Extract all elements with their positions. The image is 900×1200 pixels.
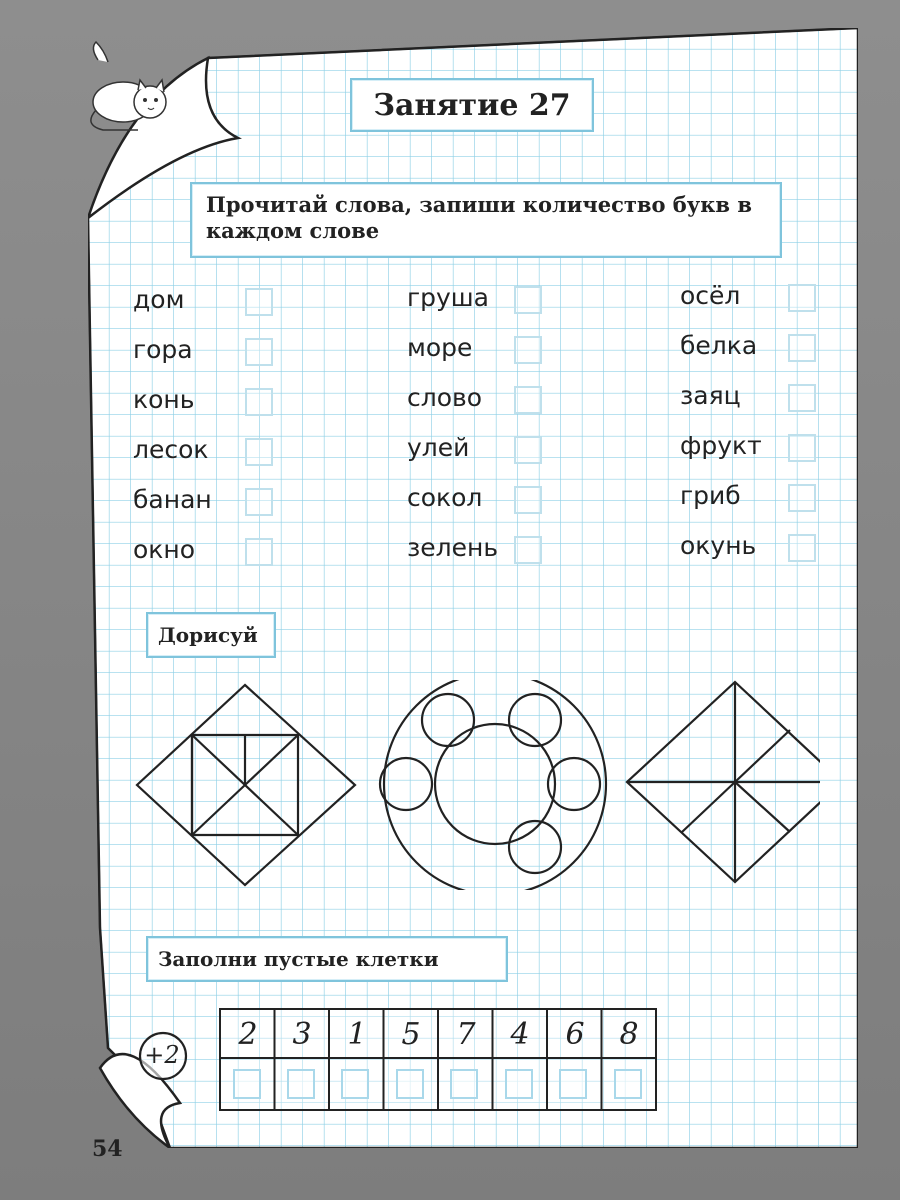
answer-cell[interactable] [514,486,542,514]
word: сокол [407,483,483,512]
figures [130,680,820,890]
table-number: 5 [401,1016,421,1052]
answer-cell[interactable] [514,536,542,564]
word: заяц [680,381,741,410]
answer-cell[interactable] [245,488,273,516]
word: гриб [680,481,741,510]
word: зелень [407,533,499,562]
answer-cell[interactable] [514,286,542,314]
answer-cell[interactable] [245,438,273,466]
answer-cell[interactable] [514,336,542,364]
answer-cell[interactable] [788,434,816,462]
operation-label: +2 [144,1041,180,1069]
table-number: 2 [238,1016,258,1052]
table-number: 1 [347,1016,367,1052]
word: море [407,333,473,362]
table-number: 7 [456,1016,476,1052]
word: улей [407,433,470,462]
lesson-title: Занятие 27 [350,78,594,132]
word: окунь [680,531,757,560]
word: лесок [133,435,209,464]
answer-cell[interactable] [788,334,816,362]
answer-cell[interactable] [788,384,816,412]
table-number: 6 [565,1016,585,1052]
word: слово [407,383,483,412]
section-label-draw: Дорисуй [146,612,276,658]
section-label-fill: Заполни пустые клетки [146,936,508,982]
word: груша [407,283,489,312]
answer-cell[interactable] [245,538,273,566]
word: окно [133,535,196,564]
answer-cell[interactable] [245,388,273,416]
figure-diamond-divided [627,682,820,882]
word: фрукт [680,431,762,460]
answer-cell[interactable] [245,338,273,366]
word: банан [133,485,212,514]
answer-cell[interactable] [788,484,816,512]
word: осёл [680,281,741,310]
table-number: 3 [292,1016,312,1052]
word: дом [133,285,185,314]
answer-cell[interactable] [514,436,542,464]
answer-cell[interactable] [788,284,816,312]
figure-diamond-square [137,685,355,885]
kitten-icon [78,40,188,135]
word: конь [133,385,195,414]
answer-cell[interactable] [245,288,273,316]
figure-circle-ring [380,680,606,890]
page-number: 54 [92,1136,123,1162]
answer-cell[interactable] [514,386,542,414]
answer-cell[interactable] [788,534,816,562]
word: гора [133,335,193,364]
word: белка [680,331,758,360]
table-number: 4 [510,1016,530,1052]
table-number: 8 [619,1016,639,1052]
task-instruction: Прочитай слова, запиши количество букв в каждом слове [190,182,782,258]
